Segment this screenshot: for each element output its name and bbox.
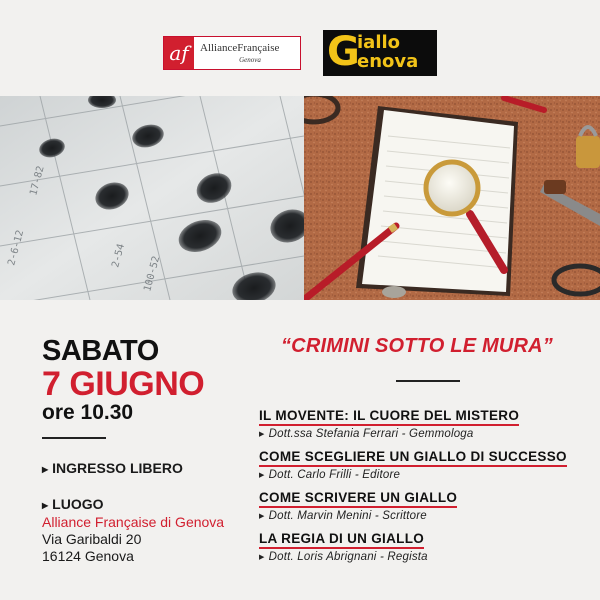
talk-title: IL MOVENTE: IL CUORE DEL MISTERO [259,408,519,426]
event-day: SABATO [42,335,159,367]
talk-title: COME SCEGLIERE UN GIALLO DI SUCCESSO [259,449,567,467]
talk-title: LA REGIA DI UN GIALLO [259,531,424,549]
giallo-logo-g: G [327,30,360,75]
fingerprint-photo [0,96,304,300]
triangle-right-icon: ▶ [259,512,265,520]
logo-bar [0,0,600,96]
fingerprint-card-illustration [0,96,304,300]
entry-info [42,460,183,476]
triangle-right-icon: ▶ [259,553,265,561]
triangle-right-icon: ▶ [259,430,265,438]
triangle-right-icon: ▶ [42,464,49,474]
notebook-magnifier-illustration [304,96,600,300]
triangle-right-icon: ▶ [259,471,265,479]
triangle-right-icon: ▶ [42,500,49,510]
giallo-logo-top: iallo [357,32,401,53]
event-date: 7 GIUGNO [42,365,205,403]
svg-text:100-52: 100-52 [142,255,163,293]
alliance-francaise-logo [163,36,301,70]
talk-title: COME SCRIVERE UN GIALLO [259,490,457,508]
giallo-logo-bottom: enova [357,51,419,72]
address-line-2: 16124 Genova [42,547,134,564]
talk-speaker: ▶ Dott. Loris Abrignani - Regista [259,551,428,563]
divider-left [42,437,106,439]
svg-text:2-6-12: 2-6-12 [6,229,27,267]
svg-text:2-54: 2-54 [110,242,128,269]
talk-item [259,489,457,522]
af-logo-name: AllianceFrançaise [200,42,280,54]
notebook-photo [304,96,600,300]
talk-speaker: ▶ Dott.ssa Stefania Ferrari - Gemmologa [259,428,474,440]
giallo-genova-logo [323,30,437,76]
talk-speaker: ▶ Dott. Carlo Frilli - Editore [259,469,401,481]
location-name: Alliance Française di Genova [42,513,225,530]
event-time: ore 10.30 [42,401,134,424]
location-info [42,496,224,565]
event-date-block [42,335,204,425]
divider-right [396,380,460,382]
entry-label: INGRESSO LIBERO [52,460,183,476]
program-title: “CRIMINI SOTTO LE MURA” [280,335,553,357]
location-label: LUOGO [52,496,104,512]
svg-text:17-82: 17-82 [28,164,47,197]
talk-item [259,407,519,440]
address-line-1: Via Garibaldi 20 [42,530,142,547]
af-logo-city: Genova [239,56,261,64]
af-logo-mark: af [164,37,194,69]
talk-item [259,530,428,563]
talk-speaker: ▶ Dott. Marvin Menini - Scrittore [259,510,427,522]
talk-item [259,448,567,481]
